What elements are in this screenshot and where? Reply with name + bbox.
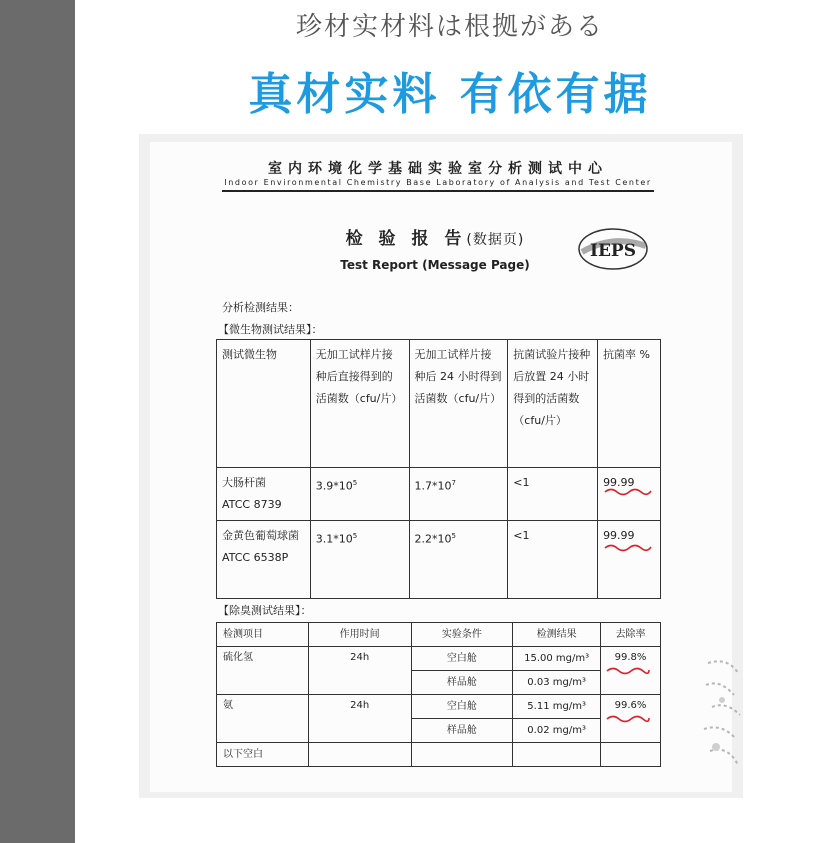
- duration-cell: 24h: [308, 695, 411, 743]
- condition-cell: 空白舱: [411, 695, 513, 719]
- micro-section-label: 【微生物测试结果】：: [218, 323, 323, 336]
- deodor-section-label: 【除臭测试结果】：: [218, 604, 312, 617]
- test-item-cell: 硫化氢: [217, 647, 309, 695]
- lab-name-en: Indoor Environmental Chemistry Base Laboratory of Analysis and Test Center: [224, 178, 652, 187]
- report-title-cn-main: 检 验 报 告: [345, 229, 467, 249]
- microbe-strain: ATCC 8739: [222, 498, 282, 511]
- control-count-cell: $2.2*10^5$: [409, 521, 508, 599]
- table-row: [217, 468, 661, 521]
- wavy-underline-mark: [603, 542, 653, 552]
- empty-cell: [411, 743, 513, 767]
- test-item-cell: 氨: [217, 695, 309, 743]
- microbe-table-header-row: [217, 340, 661, 468]
- condition-cell: 样品舱: [411, 671, 513, 695]
- initial-count-cell: $3.1*10^5$: [310, 521, 409, 599]
- deodor-header-cell: 实验条件: [411, 623, 513, 647]
- ieps-logo: [576, 226, 650, 272]
- page-subheading: 珍材实材料は根拠がある: [295, 12, 604, 42]
- microbe-header-cell: 测试微生物: [217, 340, 311, 468]
- microbe-header-cell: 无加工试样片接种后直接得到的活菌数（cfu/片）: [310, 340, 409, 468]
- empty-cell: [601, 743, 661, 767]
- microbe-name-cell: [217, 521, 311, 599]
- table-row: [217, 647, 661, 671]
- results-label: 分析检测结果：: [222, 301, 299, 314]
- microbe-name: 金黄色葡萄球菌: [222, 529, 299, 542]
- initial-count-cell: $3.9*10^5$: [310, 468, 409, 521]
- deodor-table: [216, 622, 661, 767]
- logo-text: IEPS: [590, 241, 636, 261]
- table-row: [217, 743, 661, 767]
- empty-cell: [513, 743, 601, 767]
- microbe-header-cell: 无加工试样片接种后 24 小时得到活菌数（cfu/片）: [409, 340, 508, 468]
- microbe-header-cell: 抗菌率 %: [598, 340, 661, 468]
- deodor-table-header-row: [217, 623, 661, 647]
- sample-count-cell: <1: [508, 468, 598, 521]
- blank-note-cell: 以下空白: [217, 743, 309, 767]
- lab-name-divider: [222, 190, 654, 192]
- table-row: [217, 521, 661, 599]
- sample-count-cell: <1: [508, 521, 598, 599]
- microbe-table: [216, 339, 661, 599]
- microbe-header-cell: 抗菌试验片接种后放置 24 小时得到的活菌数（cfu/片）: [508, 340, 598, 468]
- result-cell: 5.11 mg/m³: [513, 695, 601, 719]
- page-heading: 真材实料 有依有据: [248, 69, 652, 120]
- result-cell: 0.02 mg/m³: [513, 719, 601, 743]
- report-title-en: Test Report (Message Page): [340, 258, 530, 272]
- wavy-underline-mark: [603, 486, 653, 496]
- duration-cell: 24h: [308, 647, 411, 695]
- deodor-header-cell: 检测结果: [513, 623, 601, 647]
- deodor-header-cell: 作用时间: [308, 623, 411, 647]
- report-title-cn: [300, 224, 570, 249]
- left-side-bar: [0, 0, 75, 843]
- table-row: [217, 695, 661, 719]
- antibacterial-rate-cell: 99.99: [598, 468, 661, 521]
- result-cell: 15.00 mg/m³: [513, 647, 601, 671]
- result-cell: 0.03 mg/m³: [513, 671, 601, 695]
- microbe-name-cell: [217, 468, 311, 521]
- condition-cell: 样品舱: [411, 719, 513, 743]
- deodor-header-cell: 去除率: [601, 623, 661, 647]
- deodor-header-cell: 检测项目: [217, 623, 309, 647]
- condition-cell: 空白舱: [411, 647, 513, 671]
- antibacterial-rate-cell: 99.99: [598, 521, 661, 599]
- report-title-cn-sub: (数据页): [466, 232, 525, 248]
- stamp-seal-mark: [698, 655, 744, 785]
- empty-cell: [308, 743, 411, 767]
- wavy-underline-mark: [605, 665, 651, 675]
- removal-rate-cell: 99.6%: [601, 695, 661, 743]
- wavy-underline-mark: [605, 713, 651, 723]
- control-count-cell: $1.7*10^7$: [409, 468, 508, 521]
- removal-rate-cell: 99.8%: [601, 647, 661, 695]
- microbe-name: 大肠杆菌: [222, 476, 266, 489]
- microbe-strain: ATCC 6538P: [222, 551, 289, 564]
- lab-name-cn: 室内环境化学基础实验室分析测试中心: [268, 161, 608, 177]
